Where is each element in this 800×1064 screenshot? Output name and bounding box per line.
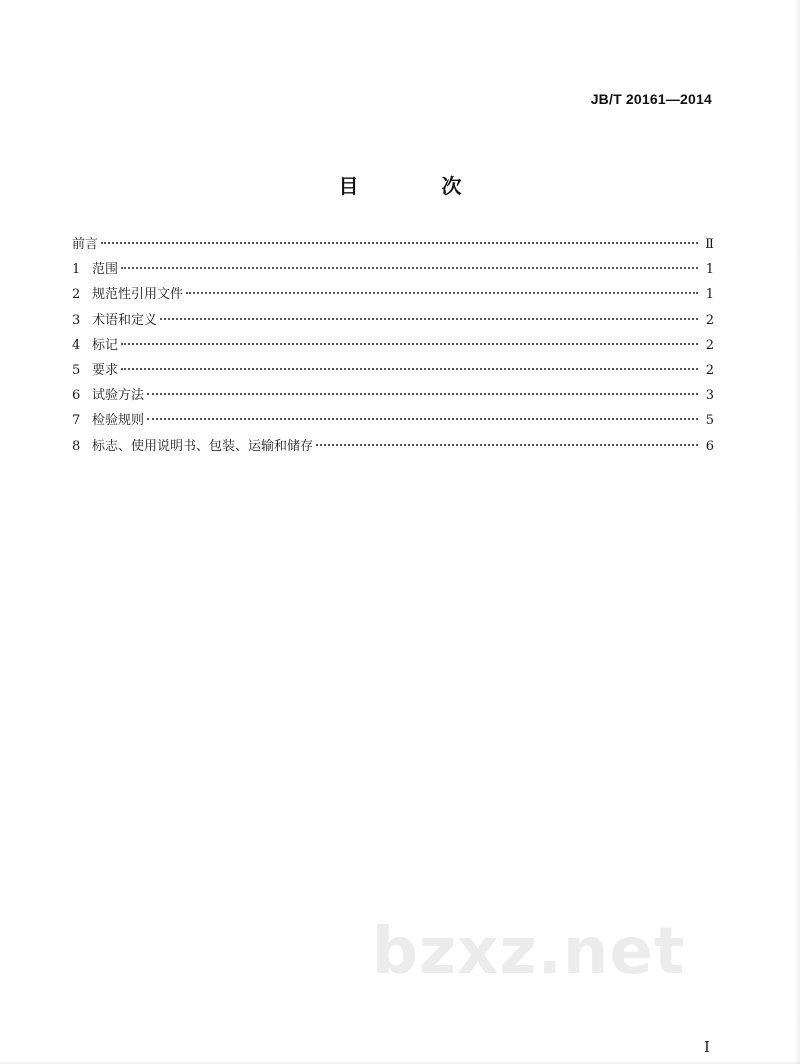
- toc-entry-label: 要求: [92, 362, 119, 378]
- toc-dot-leader: [121, 342, 698, 345]
- toc-entry-label: 规范性引用文件: [92, 287, 184, 303]
- toc-entry-page: 1: [705, 262, 714, 278]
- site-watermark: bzxz.net: [372, 915, 686, 989]
- toc-entry-inspection-rules[interactable]: [72, 408, 714, 433]
- scan-bottom-shadow: [0, 1060, 800, 1064]
- toc-entry-label: 标记: [92, 337, 119, 353]
- toc-entry-page: 2: [705, 312, 714, 328]
- toc-entry-number: 6: [72, 388, 81, 404]
- toc-entry-page: 1: [705, 287, 714, 303]
- toc-entry-marking[interactable]: [72, 333, 714, 358]
- toc-entry-page: 2: [705, 362, 714, 378]
- toc-entry-foreword[interactable]: [72, 232, 714, 257]
- toc-entry-requirements[interactable]: [72, 358, 714, 383]
- toc-dot-leader: [121, 266, 698, 269]
- toc-entry-page: 2: [705, 337, 714, 353]
- toc-entry-label: 范围: [92, 262, 119, 278]
- toc-dot-leader: [186, 291, 698, 294]
- toc-entry-page: 5: [705, 413, 714, 429]
- toc-entry-page: Ⅱ: [705, 237, 714, 252]
- toc-entry-number: 4: [72, 337, 81, 353]
- toc-entry-page: 6: [705, 438, 714, 454]
- toc-entry-label: 检验规则: [92, 413, 145, 429]
- toc-entry-number: 7: [72, 413, 81, 429]
- standard-code: JB/T 20161—2014: [590, 91, 712, 107]
- toc-dot-leader: [316, 443, 698, 446]
- page-number: I: [704, 1038, 710, 1056]
- toc-dot-leader: [147, 417, 698, 420]
- toc-entry-number: 1: [72, 262, 81, 278]
- toc-entry-number: 8: [72, 438, 81, 454]
- toc-entry-label: 试验方法: [92, 388, 145, 404]
- toc-dot-leader: [160, 317, 698, 320]
- toc-entry-page: 3: [705, 388, 714, 404]
- toc-entry-label: 术语和定义: [92, 312, 158, 328]
- toc-entry-number: 3: [72, 312, 81, 328]
- scan-edge-shadow: [794, 0, 800, 1064]
- toc-dot-leader: [121, 367, 698, 370]
- toc-entry-terms-definitions[interactable]: [72, 308, 714, 333]
- toc-entry-test-methods[interactable]: [72, 383, 714, 408]
- toc-entry-marking-packaging-storage[interactable]: [72, 434, 714, 459]
- toc-entry-number: 5: [72, 362, 81, 378]
- toc-entry-label: 标志、使用说明书、包装、运输和储存: [92, 438, 314, 454]
- table-of-contents: [72, 232, 714, 459]
- toc-dot-leader: [147, 392, 698, 395]
- toc-entry-number: 2: [72, 287, 81, 303]
- toc-dot-leader: [101, 241, 698, 244]
- toc-title: 目 次: [338, 174, 500, 198]
- toc-entry-scope[interactable]: [72, 257, 714, 282]
- toc-entry-label: 前言: [72, 237, 99, 252]
- toc-entry-normative-references[interactable]: [72, 282, 714, 307]
